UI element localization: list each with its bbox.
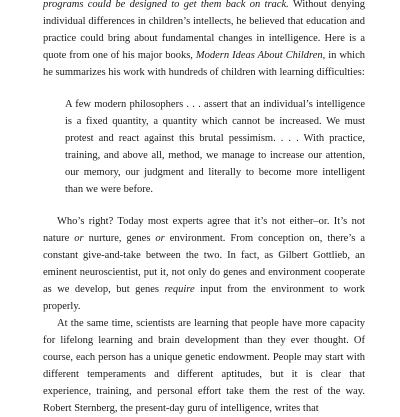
paragraph-text: Who’s right? Today most experts agree that it’s not either–or. It’s not nature (43, 216, 365, 244)
paragraph-text: Without denying individual differences in children’s intellects, he believed that education and practice could bring about fundamental changes in intelligence. Here is a quote from one of his major books, (43, 0, 365, 61)
paragraph-nature-nurture (43, 213, 365, 315)
emphasis-or: or (155, 233, 165, 244)
emphasis-require: require (164, 284, 195, 295)
book-page (43, 0, 365, 417)
italic-lead-text: programs could be designed to get them back on track. (43, 0, 289, 10)
paragraph-text: in which he summarizes his work with hundreds of children with learning difficulties: (43, 50, 365, 78)
paragraph-text: nurture, genes (83, 233, 156, 244)
paragraph-lifelong-learning: At the same time, scientists are learning that people have more capacity for lifelong learning and brain development than they ever thought. Of course, each person has a unique genetic endowment. People may start with different temperaments and different aptitudes, but it is clear that experience, training, and personal effort take them the rest of the way. Robert Sternberg, the present-day guru of intelligence, writes that (43, 318, 365, 414)
paragraph-binet-intro (43, 0, 365, 81)
book-title: Modern Ideas About Children, (195, 50, 326, 61)
paragraph-text: environment. From conception on, there’s a constant give-and-take between the two. In fact, as Gilbert Gottlieb, an eminent neuroscientist, put it, not only do genes and environment cooperate as we develop, but genes (43, 233, 365, 295)
block-quote: A few modern philosophers . . . assert that an individual’s intelligence is a fixed quantity, a quantity which cannot be increased. We must protest and react against this brutal pessimism. . . . With practice, training, and above all, method, we manage to increase our attention, our memory, our judgment and literally to become more intelligent than we were before. (65, 99, 365, 195)
paragraph-text: input from the environment to work properly. (43, 284, 365, 312)
emphasis-or: or (74, 233, 84, 244)
